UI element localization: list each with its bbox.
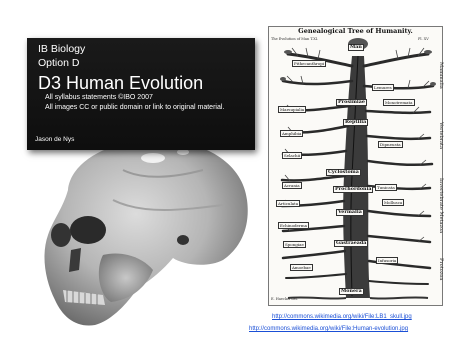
slide-title: D3 Human Evolution	[38, 73, 204, 93]
tree-label-echinoderma: Echinoderma	[280, 223, 308, 228]
tree-source-link[interactable]: http://commons.wikimedia.org/wiki/File:Human-evolution.jpg	[249, 326, 409, 332]
tree-subtitle: The Evolution of Man T.XI.	[271, 37, 319, 41]
tree-label-mollusca: Mollusca	[384, 200, 403, 205]
title-box	[27, 38, 255, 150]
tree-credit: E. Haeckel del.	[271, 297, 298, 301]
tree-label-amoebae: Amoebae	[292, 265, 311, 270]
tree-label-monotremes: Monotremata	[385, 100, 413, 105]
skull-image	[33, 130, 258, 330]
tree-label-gastraeada: Gastraeada	[336, 240, 367, 246]
tree-label-prosimiae: Prosimiae	[338, 99, 365, 105]
skull-source-link[interactable]: http://commons.wikimedia.org/wiki/File:LB1_skull.jpg	[272, 314, 412, 320]
tree-label-acrania: Acrania	[284, 183, 300, 188]
license-note: All images CC or public domain or link to original material.	[45, 104, 225, 111]
tree-label-prochordonia: Prochordonia	[335, 186, 372, 192]
tree-label-vermalia: Vermalia	[338, 209, 362, 215]
side-label-vertebrates: Vertebrata	[438, 122, 444, 150]
author-name: Jason de Nys	[35, 136, 75, 143]
tree-label-marsupials: Marsupialia	[280, 107, 305, 112]
tree-label-articulata: Articulata	[278, 201, 299, 206]
side-label-invertebrates: Invertebrate Metazoa	[438, 178, 444, 234]
tree-label-selachii: Selachii	[284, 153, 301, 158]
tree-label-monera: Monera	[341, 288, 362, 294]
tree-label-tunicata: Tunicata	[377, 185, 395, 190]
side-label-mammals: Mammalia	[438, 62, 444, 89]
tree-title: Genealogical Tree of Humanity.	[298, 27, 413, 35]
side-label-protozoa: Protozoa	[438, 258, 444, 281]
course-label: IB Biology	[38, 43, 86, 55]
tree-label-lemurs: Lemures	[374, 85, 392, 90]
tree-label-cyclostoma: Cyclostoma	[328, 169, 359, 175]
tree-label-reptiles: Reptilia	[345, 119, 367, 125]
tree-label-infusoria: Infusoria	[378, 258, 397, 263]
tree-label-man: Man	[350, 44, 362, 50]
syllabus-note: All syllabus statements ©IBO 2007	[45, 94, 153, 101]
tree-label-spongiae: Spongiae	[285, 242, 304, 247]
tree-plate-number: Pl. XV	[418, 37, 429, 41]
tree-label-pithecanthropi: Pithecanthropi	[294, 61, 325, 66]
tree-label-amphibia: Amphibia	[282, 131, 302, 136]
tree-label-dipneusta: Dipneusta	[380, 142, 401, 147]
option-label: Option D	[38, 57, 80, 69]
